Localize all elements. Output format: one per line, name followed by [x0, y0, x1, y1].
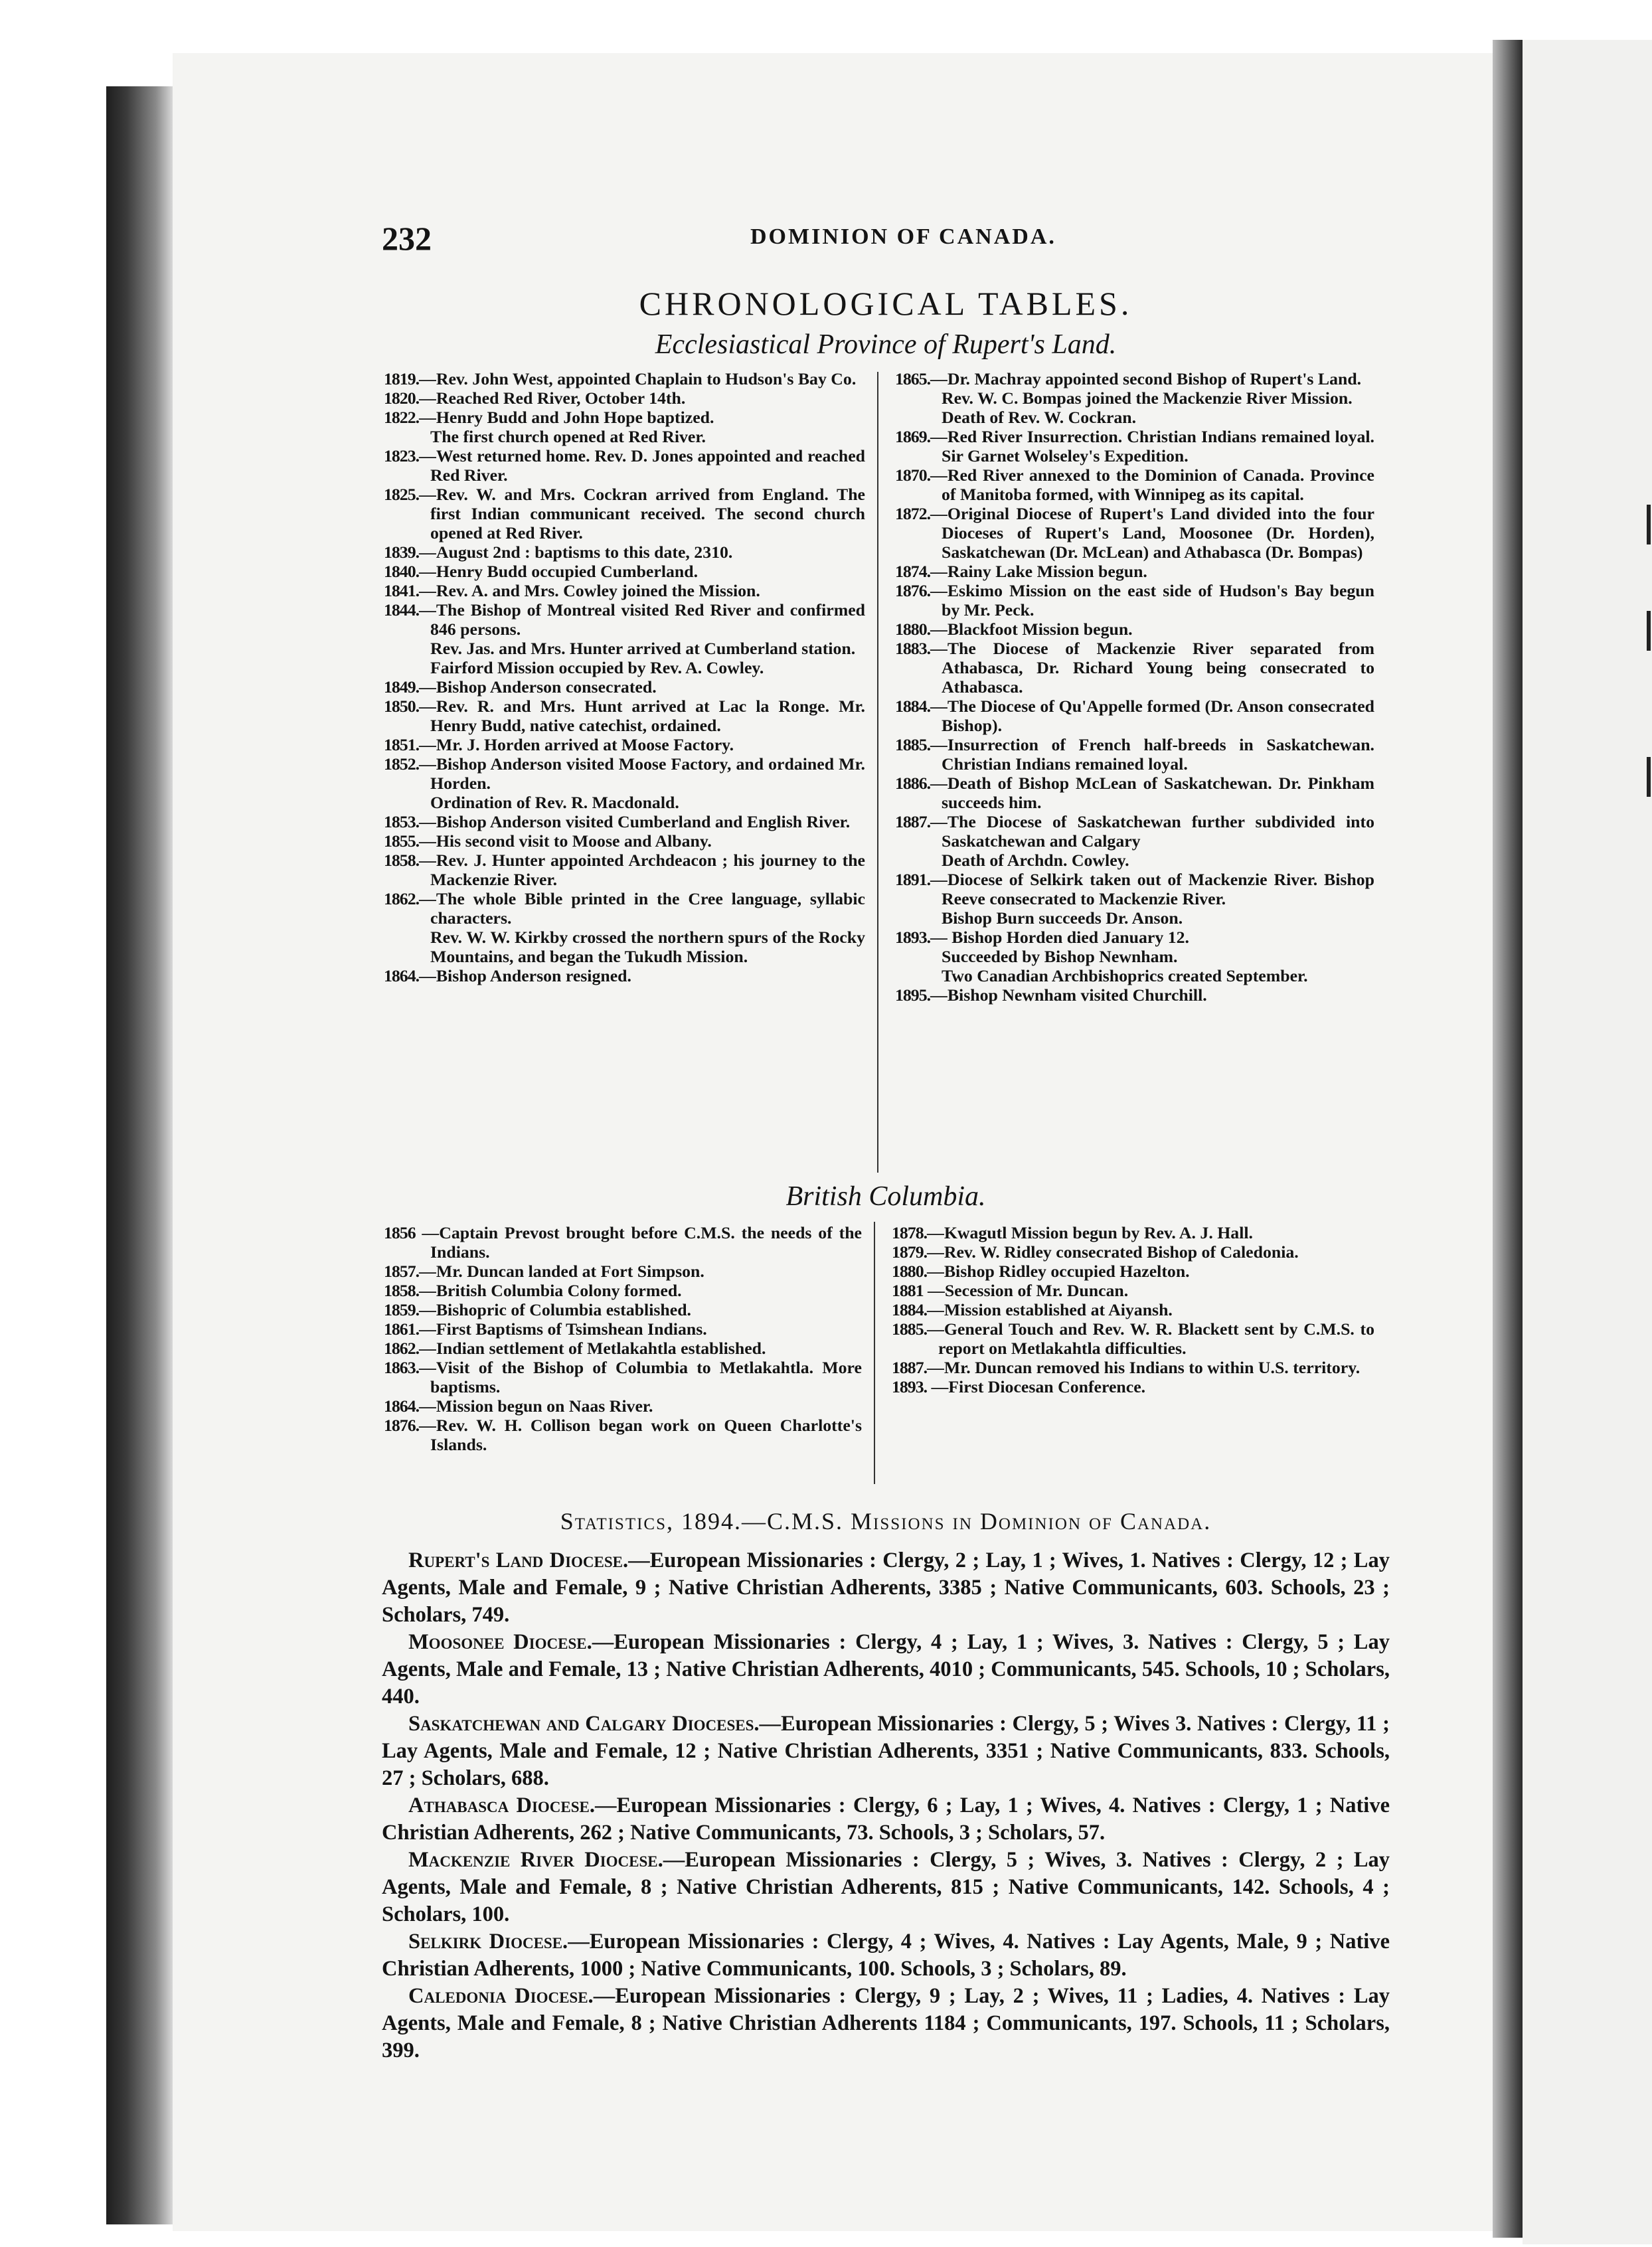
entry-text: —The Diocese of Qu'Appelle formed (Dr. Anson consecrated Bishop).: [930, 697, 1374, 735]
entry-year: 1878.: [892, 1223, 928, 1242]
entry-year: 1825.: [384, 485, 420, 504]
entry-text: —Mission established at Aiyansh.: [927, 1300, 1173, 1319]
entry-text: —Indian settlement of Metlakahtla established.: [419, 1339, 766, 1358]
entry-year: 1870.: [895, 465, 931, 485]
diocese-figures: —European Missionaries : Clergy, 2 ; Lay, 1 ; Wives, 1. Natives : Clergy, 12 ; Lay Agents, Male and Female, 9 ; Native Christian Adherents, 3385 ; Native Communicants, 603. Schools, 23 ; Scholars, 749.: [382, 1548, 1390, 1627]
chronology-entry: [895, 774, 1374, 812]
chronology-entry: [384, 1300, 862, 1319]
entry-year: 1858.: [384, 1281, 420, 1300]
entry-year: 1887.: [895, 812, 931, 831]
facing-page-mark: [1647, 757, 1651, 797]
entry-text: —His second visit to Moose and Albany.: [419, 831, 712, 851]
entry-year: 1886.: [895, 774, 931, 793]
chronology-entry: [384, 1319, 862, 1339]
entry-year: 1895.: [895, 985, 931, 1005]
chronology-entry: [384, 1281, 862, 1300]
entry-text: —Insurrection of French half-breeds in Saskatchewan. Christian Indians remained loyal.: [930, 735, 1374, 774]
diocese-name: Caledonia Diocese.: [408, 1984, 594, 2008]
chronology-entry: [384, 966, 865, 985]
entry-text: —Secession of Mr. Duncan.: [923, 1281, 1129, 1300]
entry-text: —Rev. W. H. Collison began work on Queen Charlotte's Islands.: [419, 1416, 862, 1454]
chronology-entry: [895, 985, 1374, 1005]
chronology-entry: [384, 677, 865, 697]
entry-year: 1857.: [384, 1262, 420, 1281]
diocese-figures: —European Missionaries : Clergy, 9 ; Lay, 2 ; Wives, 11 ; Ladies, 4. Natives : Lay Agents, Male and Female, 8 ; Native Christian Adherents 1184 ; Communicants, 197. Schools, 11 ; Scholars, 399.: [382, 1984, 1390, 2062]
diocese-statistics: [382, 1710, 1390, 1792]
entry-text: —Kwagutl Mission begun by Rev. A. J. Hall.: [927, 1223, 1253, 1242]
entry-year: 1859.: [384, 1300, 420, 1319]
entry-continuation: Fairford Mission occupied by Rev. A. Cowley.: [430, 658, 764, 677]
entry-text: —The whole Bible printed in the Cree language, syllabic characters.: [419, 889, 865, 928]
facing-page-mark: [1647, 611, 1651, 651]
chronology-entry: [384, 1358, 862, 1396]
diocese-statistics: [382, 1547, 1390, 1629]
entry-text: —Rev. W. and Mrs. Cockran arrived from England. The first Indian communicant received. The second church opened at Red River.: [419, 485, 865, 542]
rupert-left-column: [384, 369, 865, 985]
chronology-entry: [895, 928, 1374, 947]
entry-text: —Rev. J. Hunter appointed Archdeacon ; his journey to the Mackenzie River.: [419, 851, 865, 889]
entry-year: 1864.: [384, 966, 420, 985]
chronology-entry: [895, 427, 1374, 465]
chronology-entry: [384, 1396, 862, 1416]
diocese-name: Saskatchewan and Calgary Dioceses.: [408, 1712, 760, 1736]
chronology-entry: [384, 851, 865, 889]
entry-text: —Bishop Ridley occupied Hazelton.: [927, 1262, 1190, 1281]
entry-text: —The Diocese of Mackenzie River separated from Athabasca, Dr. Richard Young being consecrated to Athabasca.: [930, 639, 1374, 697]
chronology-entry: [384, 542, 865, 562]
statistics-heading: Statistics, 1894.—C.M.S. Missions in Dominion of Canada.: [560, 1508, 1212, 1535]
diocese-name: Selkirk Diocese.: [408, 1930, 568, 1954]
chronology-entry: [384, 446, 865, 485]
entry-text: —First Baptisms of Tsimshean Indians.: [419, 1319, 707, 1339]
chronology-entry: [384, 485, 865, 542]
entry-text: —First Diocesan Conference.: [927, 1377, 1146, 1396]
diocese-figures: —European Missionaries : Clergy, 4 ; Lay, 1 ; Wives, 3. Natives : Clergy, 5 ; Lay Agents, Male and Female, 13 ; Native Christian Adherents, 4010 ; Communicants, 545. Schools, 10 ; Scholars, 440.: [382, 1630, 1390, 1708]
entry-year: 1823.: [384, 446, 420, 465]
entry-text: —Bishop Anderson visited Moose Factory, and ordained Mr. Horden.: [419, 754, 865, 793]
diocese-name: Moosonee Diocese.: [408, 1630, 592, 1654]
chronology-entry: [384, 754, 865, 793]
entry-text: —Mr. Duncan removed his Indians to within U.S. territory.: [927, 1358, 1361, 1377]
scan-margin: [0, 0, 106, 2247]
entry-text: —Captain Prevost brought before C.M.S. the needs of the Indians.: [415, 1223, 862, 1262]
entry-text: —British Columbia Colony formed.: [419, 1281, 682, 1300]
entry-year: 1865.: [895, 369, 931, 388]
entry-text: —Rev. John West, appointed Chaplain to Hudson's Bay Co.: [419, 369, 857, 388]
chronology-entry: [892, 1223, 1374, 1242]
entry-year: 1884.: [895, 697, 931, 716]
bc-right-column: [892, 1223, 1374, 1396]
chronology-entry: [384, 889, 865, 928]
chronology-entry: [895, 562, 1374, 581]
chronology-entry: [892, 1319, 1374, 1358]
entry-text: —Dr. Machray appointed second Bishop of Rupert's Land.: [930, 369, 1362, 388]
rupert-heading: Ecclesiastical Province of Rupert's Land.: [655, 329, 1117, 360]
rupert-right-column: [895, 369, 1374, 1005]
entry-year: 1869.: [895, 427, 931, 446]
entry-year: 1885.: [895, 735, 931, 754]
diocese-figures: —European Missionaries : Clergy, 4 ; Wives, 4. Natives : Lay Agents, Male, 9 ; Native Christian Adherents, 1000 ; Native Communicants, 100. Schools, 3 ; Scholars, 89.: [382, 1930, 1390, 1981]
chronology-entry: [384, 1223, 862, 1262]
statistics-body: [382, 1547, 1390, 2064]
bc-heading: British Columbia.: [785, 1181, 986, 1212]
chronology-entry: [895, 369, 1374, 388]
chronology-entry: [895, 697, 1374, 735]
chronology-entry: [895, 504, 1374, 562]
section-title: CHRONOLOGICAL TABLES.: [639, 285, 1133, 322]
entry-continuation: Two Canadian Archbishoprics created September.: [942, 966, 1308, 985]
entry-text: —Blackfoot Mission begun.: [930, 620, 1133, 639]
diocese-statistics: [382, 1792, 1390, 1847]
running-title: DOMINION OF CANADA.: [750, 224, 1056, 249]
column-rule: [874, 1222, 875, 1484]
entry-year: 1820.: [384, 388, 420, 408]
entry-year: 1880.: [892, 1262, 928, 1281]
chronology-entry: [384, 388, 865, 408]
entry-continuation: Succeeded by Bishop Newnham.: [942, 947, 1178, 966]
entry-text: —Henry Budd occupied Cumberland.: [419, 562, 699, 581]
entry-year: 1885.: [892, 1319, 928, 1339]
book-binding-shadow: [106, 86, 173, 2224]
entry-year: 1819.: [384, 369, 420, 388]
entry-year: 1850.: [384, 697, 420, 716]
entry-text: —The Bishop of Montreal visited Red River and confirmed 846 persons.: [419, 600, 865, 639]
entry-text: —Eskimo Mission on the east side of Hudson's Bay begun by Mr. Peck.: [930, 581, 1374, 620]
entry-text: —Bishop Anderson visited Cumberland and English River.: [419, 812, 851, 831]
entry-year: 1841.: [384, 581, 420, 600]
chronology-entry: [384, 735, 865, 754]
entry-text: —Diocese of Selkirk taken out of Mackenzie River. Bishop Reeve consecrated to Mackenzie River.: [930, 870, 1374, 908]
entry-continuation: Ordination of Rev. R. Macdonald.: [430, 793, 679, 812]
chronology-entry: [895, 581, 1374, 620]
chronology-entry: [384, 369, 865, 388]
chronology-entry: [892, 1358, 1374, 1377]
entry-text: —Rainy Lake Mission begun.: [930, 562, 1147, 581]
entry-year: 1844.: [384, 600, 420, 620]
entry-year: 1840.: [384, 562, 420, 581]
chronology-entry: [384, 1262, 862, 1281]
diocese-figures: —European Missionaries : Clergy, 5 ; Wives, 3. Natives : Clergy, 2 ; Lay Agents, Male and Female, 8 ; Native Christian Adherents, 815 ; Native Communicants, 142. Schools, 4 ; Scholars, 100.: [382, 1848, 1390, 1926]
entry-text: —August 2nd : baptisms to this date, 2310.: [419, 542, 733, 562]
chronology-entry: [384, 831, 865, 851]
entry-year: 1884.: [892, 1300, 928, 1319]
entry-year: 1876.: [384, 1416, 420, 1435]
chronology-entry: [892, 1281, 1374, 1300]
facing-page-edge: [1523, 40, 1652, 2244]
entry-year: 1855.: [384, 831, 420, 851]
entry-continuation: Rev. Jas. and Mrs. Hunter arrived at Cumberland station.: [430, 639, 856, 658]
diocese-figures: —European Missionaries : Clergy, 5 ; Wives 3. Natives : Clergy, 11 ; Lay Agents, Male and Female, 12 ; Native Christian Adherents, 3351 ; Native Communicants, 833. Schools, 27 ; Scholars, 688.: [382, 1712, 1390, 1790]
entry-text: —Red River Insurrection. Christian Indians remained loyal. Sir Garnet Wolseley's Expedition.: [930, 427, 1374, 465]
diocese-name: Mackenzie River Diocese.: [408, 1848, 663, 1872]
entry-year: 1883.: [895, 639, 931, 658]
entry-text: —Bishopric of Columbia established.: [419, 1300, 691, 1319]
entry-year: 1853.: [384, 812, 420, 831]
entry-year: 1849.: [384, 677, 420, 697]
entry-year: 1863.: [384, 1358, 420, 1377]
chronology-entry: [892, 1300, 1374, 1319]
entry-text: —Reached Red River, October 14th.: [419, 388, 686, 408]
entry-year: 1872.: [895, 504, 931, 523]
entry-year: 1876.: [895, 581, 931, 600]
diocese-name: Rupert's Land Diocese.: [408, 1548, 629, 1572]
column-rule: [877, 372, 878, 1173]
chronology-entry: [892, 1242, 1374, 1262]
diocese-figures: —European Missionaries : Clergy, 6 ; Lay, 1 ; Wives, 4. Natives : Clergy, 1 ; Native Christian Adherents, 262 ; Native Communicants, 73. Schools, 3 ; Scholars, 57.: [382, 1793, 1390, 1845]
entry-year: 1861.: [384, 1319, 420, 1339]
chronology-entry: [384, 408, 865, 427]
entry-text: —Mission begun on Naas River.: [419, 1396, 653, 1416]
entry-text: —Bishop Newnham visited Churchill.: [930, 985, 1207, 1005]
entry-text: —West returned home. Rev. D. Jones appointed and reached Red River.: [419, 446, 865, 485]
chronology-entry: [895, 870, 1374, 908]
diocese-name: Athabasca Diocese.: [408, 1793, 596, 1817]
diocese-statistics: [382, 1928, 1390, 1983]
entry-text: —Bishop Anderson resigned.: [419, 966, 631, 985]
chronology-entry: [892, 1377, 1374, 1396]
entry-year: 1858.: [384, 851, 420, 870]
entry-year: 1822.: [384, 408, 420, 427]
entry-text: —Rev. W. Ridley consecrated Bishop of Caledonia.: [927, 1242, 1299, 1262]
entry-year: 1887.: [892, 1358, 928, 1377]
entry-text: — Bishop Horden died January 12.: [930, 928, 1189, 947]
entry-continuation: Rev. W. C. Bompas joined the Mackenzie River Mission.: [942, 388, 1353, 408]
entry-year: 1851.: [384, 735, 420, 754]
chronology-entry: [384, 600, 865, 639]
entry-text: —Mr. Duncan landed at Fort Simpson.: [419, 1262, 704, 1281]
entry-year: 1852.: [384, 754, 420, 774]
entry-year: 1891.: [895, 870, 931, 889]
chronology-entry: [895, 639, 1374, 697]
chronology-entry: [384, 581, 865, 600]
entry-text: —Rev. R. and Mrs. Hunt arrived at Lac la Ronge. Mr. Henry Budd, native catechist, ordained.: [419, 697, 865, 735]
facing-page-mark: [1647, 505, 1651, 544]
entry-year: 1881: [892, 1281, 924, 1300]
chronology-entry: [895, 735, 1374, 774]
entry-text: —Bishop Anderson consecrated.: [419, 677, 657, 697]
entry-text: —Mr. J. Horden arrived at Moose Factory.: [419, 735, 734, 754]
entry-year: 1862.: [384, 1339, 420, 1358]
entry-text: —Visit of the Bishop of Columbia to Metlakahtla. More baptisms.: [419, 1358, 862, 1396]
diocese-statistics: [382, 1983, 1390, 2064]
chronology-entry: [384, 697, 865, 735]
entry-text: —Rev. A. and Mrs. Cowley joined the Mission.: [419, 581, 760, 600]
bc-left-column: [384, 1223, 862, 1454]
chronology-entry: [384, 1416, 862, 1454]
entry-year: 1893.: [892, 1377, 928, 1396]
entry-year: 1864.: [384, 1396, 420, 1416]
diocese-statistics: [382, 1847, 1390, 1928]
entry-year: 1880.: [895, 620, 931, 639]
entry-text: —The Diocese of Saskatchewan further subdivided into Saskatchewan and Calgary: [930, 812, 1374, 851]
chronology-entry: [384, 1339, 862, 1358]
entry-text: —Henry Budd and John Hope baptized.: [419, 408, 714, 427]
entry-year: 1874.: [895, 562, 931, 581]
entry-continuation: Bishop Burn succeeds Dr. Anson.: [942, 908, 1183, 928]
entry-year: 1862.: [384, 889, 420, 908]
entry-year: 1893.: [895, 928, 931, 947]
entry-year: 1839.: [384, 542, 420, 562]
entry-year: 1879.: [892, 1242, 928, 1262]
entry-text: —Death of Bishop McLean of Saskatchewan. Dr. Pinkham succeeds him.: [930, 774, 1374, 812]
chronology-entry: [384, 812, 865, 831]
page-number: 232: [382, 220, 432, 257]
entry-text: —Red River annexed to the Dominion of Canada. Province of Manitoba formed, with Winnipeg as its capital.: [930, 465, 1374, 504]
diocese-statistics: [382, 1629, 1390, 1710]
entry-year: 1856: [384, 1223, 416, 1242]
chronology-entry: [384, 562, 865, 581]
chronology-entry: [895, 465, 1374, 504]
page-gutter: [1493, 40, 1523, 2238]
entry-text: —Original Diocese of Rupert's Land divided into the four Dioceses of Rupert's Land, Moosonee (Dr. Horden), Saskatchewan (Dr. McLean) and Athabasca (Dr. Bompas): [930, 504, 1374, 562]
entry-continuation: Rev. W. W. Kirkby crossed the northern spurs of the Rocky Mountains, and began the Tukudh Mission.: [430, 928, 865, 966]
entry-text: —General Touch and Rev. W. R. Blackett sent by C.M.S. to report on Metlakahtla difficulties.: [927, 1319, 1374, 1358]
entry-continuation: Death of Rev. W. Cockran.: [942, 408, 1137, 427]
chronology-entry: [895, 812, 1374, 851]
chronology-entry: [895, 620, 1374, 639]
entry-continuation: Death of Archdn. Cowley.: [942, 851, 1129, 870]
entry-continuation: The first church opened at Red River.: [430, 427, 706, 446]
chronology-entry: [892, 1262, 1374, 1281]
